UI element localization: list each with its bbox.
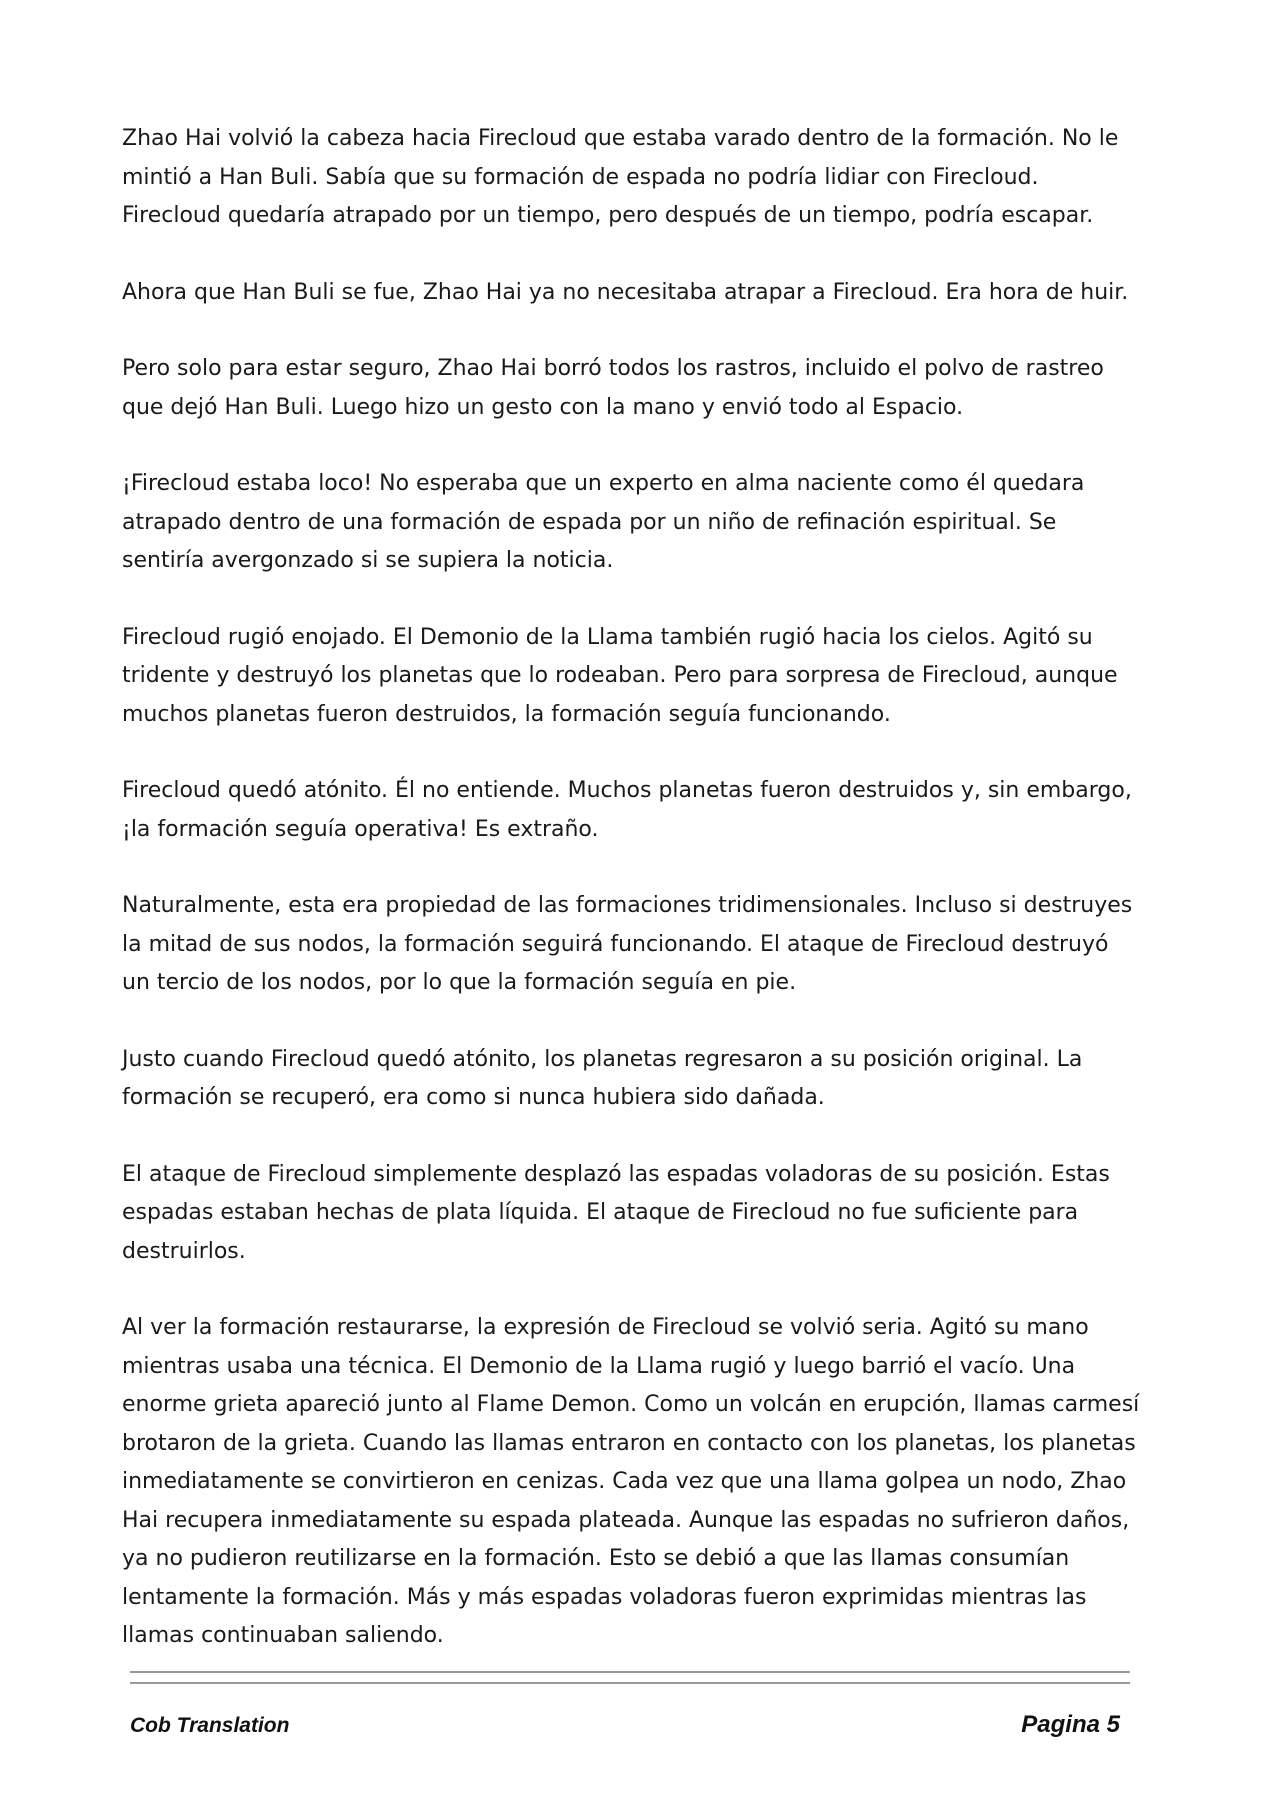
- paragraph: Firecloud quedó atónito. Él no entiende. Muchos planetas fueron destruidos y, sin embargo, ¡la formación seguía operativa! Es extraño.: [122, 778, 1132, 842]
- footer-divider-top: [130, 1671, 1130, 1673]
- footer-divider-bottom: [130, 1682, 1130, 1684]
- paragraph: Pero solo para estar seguro, Zhao Hai borró todos los rastros, incluido el polvo de rastreo que dejó Han Buli. Luego hizo un gesto con la mano y envió todo al Espacio.: [122, 356, 1104, 420]
- paragraph: Zhao Hai volvió la cabeza hacia Firecloud que estaba varado dentro de la formación. No le mintió a Han Buli. Sabía que su formación de espada no podría lidiar con Firecloud. Firecloud quedaría atrapado por un tiempo, pero después de un tiempo, podría escapar.: [122, 126, 1119, 228]
- paragraph: Ahora que Han Buli se fue, Zhao Hai ya no necesitaba atrapar a Firecloud. Era hora de huir.: [122, 279, 1129, 305]
- paragraph: El ataque de Firecloud simplemente desplazó las espadas voladoras de su posición. Estas espadas estaban hechas de plata líquida. El ataque de Firecloud no fue suficiente para destruirlos.: [122, 1161, 1110, 1264]
- document-body: [122, 120, 1142, 1694]
- paragraph: Naturalmente, esta era propiedad de las formaciones tridimensionales. Incluso si destruyes la mitad de sus nodos, la formación seguirá funcionando. El ataque de Firecloud destruyó un tercio de los nodos, por lo que la formación seguía en pie.: [122, 893, 1133, 995]
- paragraph: Firecloud rugió enojado. El Demonio de la Llama también rugió hacia los cielos. Agitó su tridente y destruyó los planetas que lo rodeaban. Pero para sorpresa de Firecloud, aunque muchos planetas fueron destruidos, la formación seguía funcionando.: [122, 624, 1118, 727]
- footer-translator-credit: Cob Translation: [130, 1714, 290, 1737]
- paragraph: Al ver la formación restaurarse, la expresión de Firecloud se volvió seria. Agitó su mano mientras usaba una técnica. El Demonio de la Llama rugió y luego barrió el vacío. Una enorme grieta apareció junto al Flame Demon. Como un volcán en erupción, llamas carmesí brotaron de la grieta. Cuando las llamas entraron en contacto con los planetas, los planetas inmediatamente se convirtieron en cenizas. Cada vez que una llama golpea un nodo, Zhao Hai recupera inmediatamente su espada plateada. Aunque las espadas no sufrieron daños, ya no pudieron reutilizarse en la formación. Esto se debió a que las llamas consumían lentamente la formación. Más y más espadas voladoras fueron exprimidas mientras las llamas continuaban saliendo.: [122, 1315, 1140, 1648]
- paragraph: Justo cuando Firecloud quedó atónito, los planetas regresaron a su posición original. La formación se recuperó, era como si nunca hubiera sido dañada.: [122, 1046, 1083, 1110]
- paragraph: ¡Firecloud estaba loco! No esperaba que un experto en alma naciente como él quedara atrapado dentro de una formación de espada por un niño de refinación espiritual. Se sentiría avergonzado si se supiera la noticia.: [122, 471, 1085, 573]
- footer-page-number: Pagina 5: [1021, 1711, 1120, 1738]
